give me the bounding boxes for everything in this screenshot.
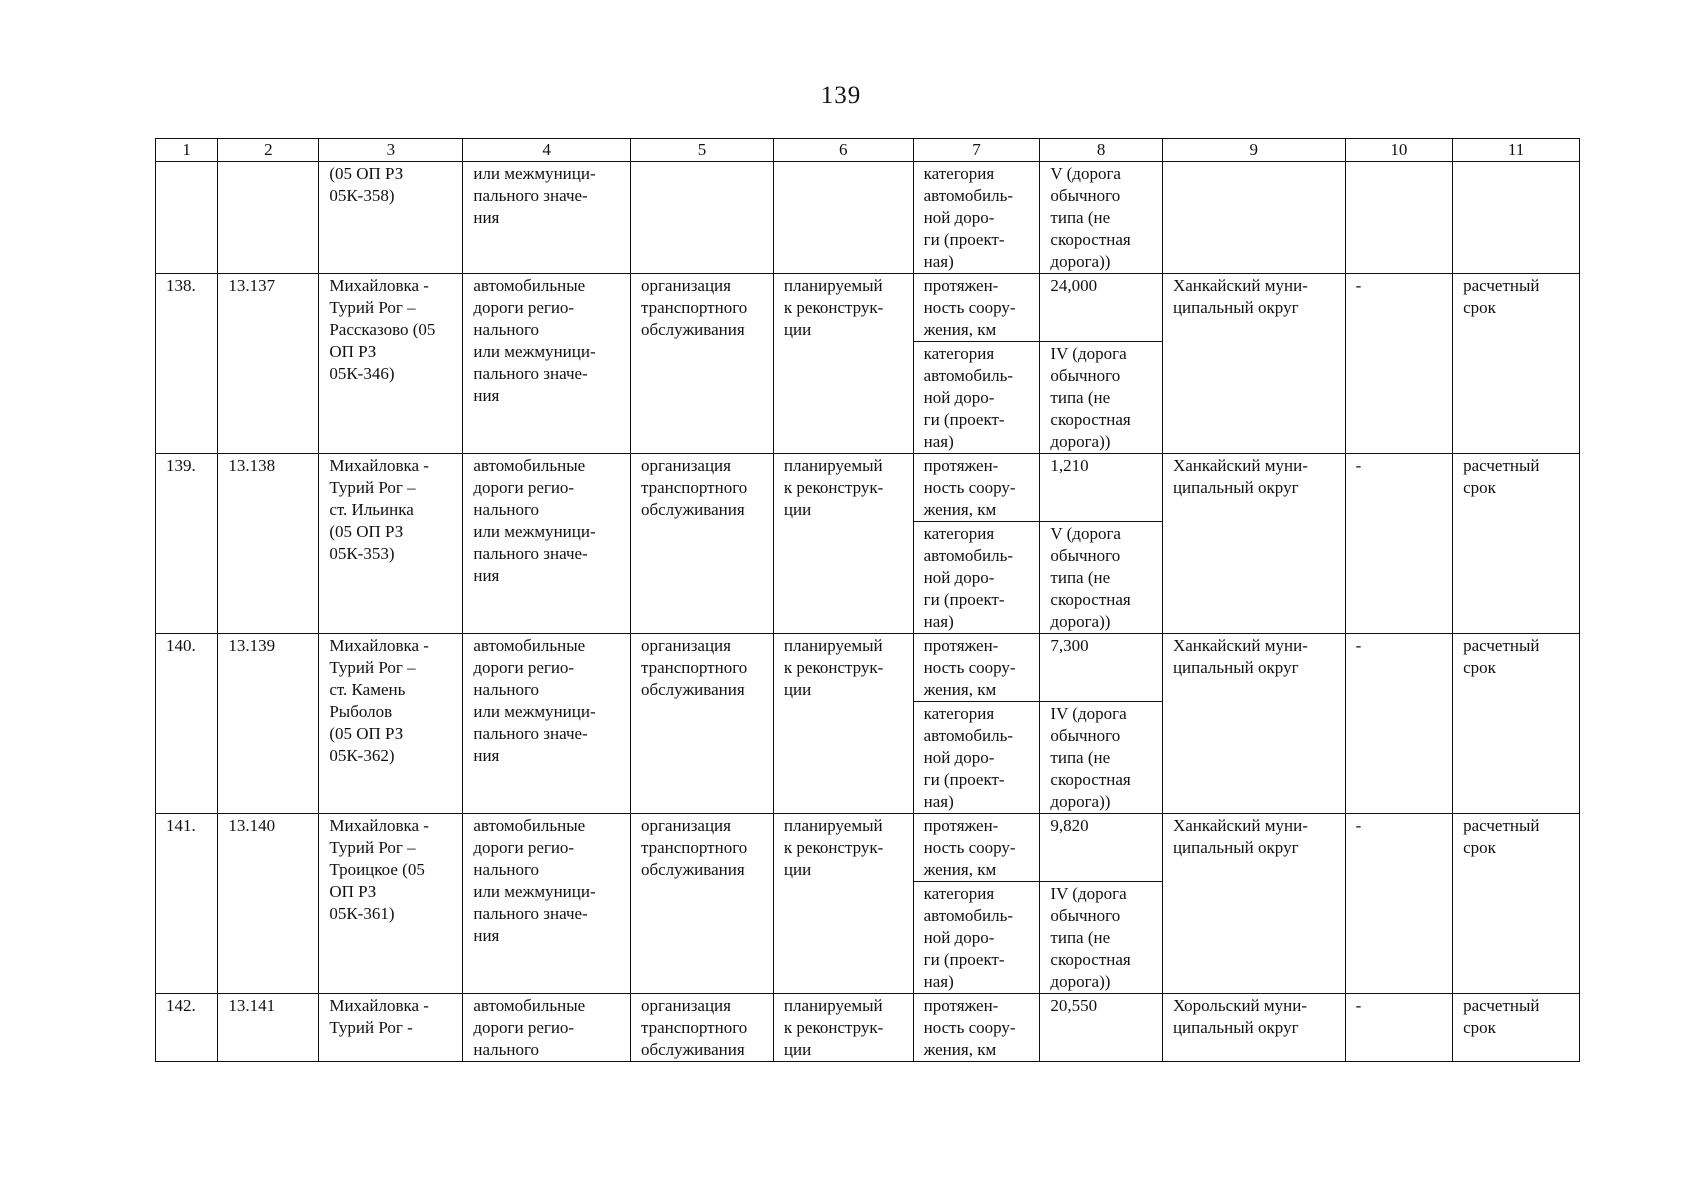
purpose-cell: организация транспортного обслуживания [630,274,773,454]
empty-cell [1345,162,1452,274]
zone-cell: - [1345,814,1452,994]
term-cell: расчетный срок [1453,814,1580,994]
parameter-label-cell: протяжен- ность соору- жения, км [913,814,1040,882]
parameter-value-cell: 20,550 [1040,994,1163,1062]
row-number-cell: 141. [156,814,218,994]
purpose-cell: организация транспортного обслуживания [630,814,773,994]
term-cell: расчетный срок [1453,634,1580,814]
object-type-cell: или межмуници- пального значе- ния [463,162,631,274]
term-cell: расчетный срок [1453,454,1580,634]
column-number: 11 [1453,139,1580,162]
table-body [156,139,1580,1062]
column-number-row [156,139,1580,162]
object-name-cell: Михайловка - Турий Рог – ст. Камень Рыболов (05 ОП РЗ 05К-362) [319,634,463,814]
column-number: 5 [630,139,773,162]
column-number: 7 [913,139,1040,162]
empty-cell [218,162,319,274]
district-cell: Хорольский муни- ципальный округ [1162,994,1345,1062]
empty-cell [1453,162,1580,274]
zone-cell: - [1345,454,1452,634]
object-name-cell: Михайловка - Турий Рог – ст. Ильинка (05 ОП РЗ 05К-353) [319,454,463,634]
purpose-cell: организация транспортного обслуживания [630,634,773,814]
column-number: 6 [773,139,913,162]
object-code-cell: 13.140 [218,814,319,994]
purpose-cell: организация транспортного обслуживания [630,994,773,1062]
term-cell: расчетный срок [1453,274,1580,454]
parameter-label-cell: категория автомобиль- ной доро- ги (проект- ная) [913,522,1040,634]
parameter-label-cell: категория автомобиль- ной доро- ги (проект- ная) [913,882,1040,994]
status-cell: планируемый к реконструк- ции [773,454,913,634]
object-name-cell: Михайловка - Турий Рог – Рассказово (05 ОП РЗ 05К-346) [319,274,463,454]
table-row [156,994,1580,1062]
parameter-value-cell: V (дорога обычного типа (не скоростная дорога)) [1040,162,1163,274]
empty-cell [773,162,913,274]
parameter-value-cell: IV (дорога обычного типа (не скоростная дорога)) [1040,882,1163,994]
district-cell: Ханкайский муни- ципальный округ [1162,814,1345,994]
zone-cell: - [1345,634,1452,814]
zone-cell: - [1345,274,1452,454]
parameter-label-cell: протяжен- ность соору- жения, км [913,274,1040,342]
row-number-cell: 140. [156,634,218,814]
parameter-label-cell: протяжен- ность соору- жения, км [913,994,1040,1062]
status-cell: планируемый к реконструк- ции [773,634,913,814]
parameter-label-cell: категория автомобиль- ной доро- ги (проект- ная) [913,702,1040,814]
parameter-value-cell: V (дорога обычного типа (не скоростная дорога)) [1040,522,1163,634]
object-name-cell: (05 ОП РЗ 05К-358) [319,162,463,274]
empty-cell [630,162,773,274]
object-type-cell: автомобильные дороги регио- нального или межмуници- пального значе- ния [463,634,631,814]
parameter-label-cell: протяжен- ность соору- жения, км [913,454,1040,522]
parameter-label-cell: категория автомобиль- ной доро- ги (проект- ная) [913,342,1040,454]
table-row [156,634,1580,702]
object-code-cell: 13.137 [218,274,319,454]
row-number-cell: 139. [156,454,218,634]
registry-table [155,138,1580,1062]
page-number: 139 [820,82,862,109]
object-type-cell: автомобильные дороги регио- нального [463,994,631,1062]
row-number-cell: 142. [156,994,218,1062]
status-cell: планируемый к реконструк- ции [773,814,913,994]
district-cell: Ханкайский муни- ципальный округ [1162,274,1345,454]
parameter-label-cell: категория автомобиль- ной доро- ги (проект- ная) [913,162,1040,274]
purpose-cell: организация транспортного обслуживания [630,454,773,634]
district-cell: Ханкайский муни- ципальный округ [1162,634,1345,814]
table-row [156,454,1580,522]
column-number: 9 [1162,139,1345,162]
row-number-cell: 138. [156,274,218,454]
empty-cell [1162,162,1345,274]
status-cell: планируемый к реконструк- ции [773,994,913,1062]
status-cell: планируемый к реконструк- ции [773,274,913,454]
parameter-value-cell: 24,000 [1040,274,1163,342]
object-name-cell: Михайловка - Турий Рог – Троицкое (05 ОП РЗ 05К-361) [319,814,463,994]
parameter-value-cell: 7,300 [1040,634,1163,702]
column-number: 3 [319,139,463,162]
object-type-cell: автомобильные дороги регио- нального или межмуници- пального значе- ния [463,274,631,454]
object-code-cell: 13.138 [218,454,319,634]
parameter-value-cell: IV (дорога обычного типа (не скоростная дорога)) [1040,342,1163,454]
parameter-label-cell: протяжен- ность соору- жения, км [913,634,1040,702]
column-number: 8 [1040,139,1163,162]
parameter-value-cell: 1,210 [1040,454,1163,522]
parameter-value-cell: 9,820 [1040,814,1163,882]
object-type-cell: автомобильные дороги регио- нального или межмуници- пального значе- ния [463,454,631,634]
object-code-cell: 13.141 [218,994,319,1062]
empty-cell [156,162,218,274]
table-row [156,814,1580,882]
column-number: 10 [1345,139,1452,162]
term-cell: расчетный срок [1453,994,1580,1062]
column-number: 4 [463,139,631,162]
column-number: 2 [218,139,319,162]
zone-cell: - [1345,994,1452,1062]
object-code-cell: 13.139 [218,634,319,814]
object-type-cell: автомобильные дороги регио- нального или межмуници- пального значе- ния [463,814,631,994]
district-cell: Ханкайский муни- ципальный округ [1162,454,1345,634]
table-row [156,274,1580,342]
continuation-row [156,162,1580,274]
parameter-value-cell: IV (дорога обычного типа (не скоростная дорога)) [1040,702,1163,814]
object-name-cell: Михайловка - Турий Рог - [319,994,463,1062]
column-number: 1 [156,139,218,162]
